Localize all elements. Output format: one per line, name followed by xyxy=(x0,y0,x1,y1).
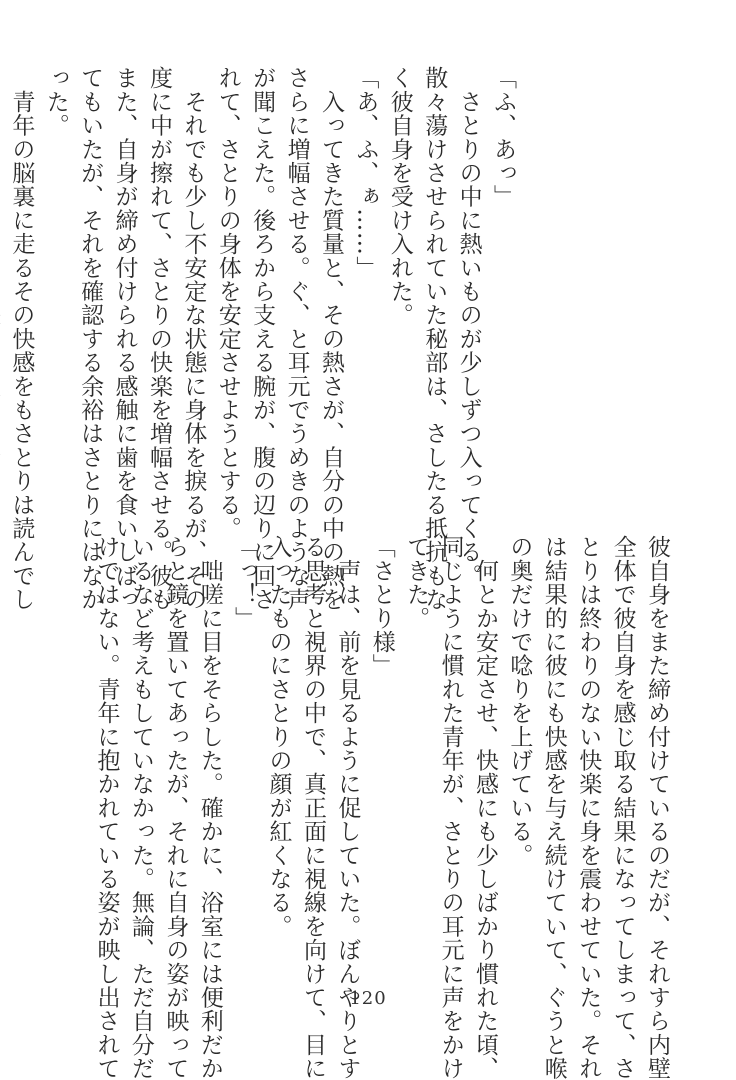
text-line: 青年の脳裏に走るその快感をもさとりは読んでし xyxy=(8,66,35,612)
text-line: らと鏡を置いてあったが、それに自身の姿が映って xyxy=(162,535,189,1080)
text-line: が聞こえた。後ろから支える腕が、腹の辺りに回さ xyxy=(249,66,276,612)
text-line: 同じように慣れた青年が、さとりの耳元に声をかけ xyxy=(437,535,464,1080)
text-line: いるなど考えもしていなかった。無論、ただ自分だ xyxy=(127,535,154,1080)
text-line: とりは終わりのない快楽に身を震わせていた。それ xyxy=(575,535,602,1080)
page-number: 120 xyxy=(349,988,387,1009)
text-line: 「っ！」 xyxy=(231,535,258,630)
text-line: の奥だけで唸りを上げている。 xyxy=(506,535,533,867)
text-line: 散々蕩けさせられていた秘部は、さしたる抵抗もな xyxy=(421,66,448,612)
text-line: さとりの中に熱いものが少しずつ入ってくる。 xyxy=(455,66,482,588)
text-line xyxy=(0,66,4,506)
text-line: てもいたが、それを確認する余裕はさとりにはなか xyxy=(77,66,104,612)
text-line: けではない。青年に抱かれている姿が映し出されて xyxy=(93,535,120,1080)
text-line: 全体で彼自身を感じ取る結果になってしまって、さ xyxy=(609,535,636,1080)
text-line: 何とか安定させ、快感にも少しばかり慣れた頃、 xyxy=(471,535,498,1080)
text-line: った。 xyxy=(42,66,69,138)
text-line: また、自身が締め付けられる感触に歯を食いしばっ xyxy=(111,66,138,612)
text-line: 声は、前を見るように促していた。ぼんやりとす xyxy=(334,535,361,1080)
text-line: る思考と視界の中で、真正面に視線を向けて、目に xyxy=(299,535,326,1080)
text-line: く彼自身を受け入れた。 xyxy=(386,66,413,327)
text-line: 度に中が擦れて、さとりの快楽を増幅させる。彼も xyxy=(145,66,172,612)
text-line: 咄嗟に目をそらした。確かに、浴室には便利だか xyxy=(196,535,223,1080)
text-line: それでも少し不安定な状態に身体を捩るが、その xyxy=(180,66,207,612)
text-line: 「さとり様」 xyxy=(368,535,395,678)
text-line: 「ふ、あっ」 xyxy=(490,66,516,209)
text-line: 「あ、ふ、ぁ……」 xyxy=(352,66,379,280)
text-line: てきた。 xyxy=(403,535,430,630)
text-line: 入ったものにさとりの顔が紅くなる。 xyxy=(265,535,292,938)
text-line: は結果的に彼にも快感を与え続けていて、ぐうと喉 xyxy=(540,535,567,1080)
text-line: 彼自身をまた締め付けているのだが、それすら内壁 xyxy=(644,535,670,1080)
text-line: 入ってきた質量と、その熱さが、自分の中の熱を xyxy=(317,66,344,612)
text-line: さらに増幅させる。ぐ、と耳元でうめきのような声 xyxy=(283,66,310,612)
text-line: れて、さとりの身体を安定させようとする。 xyxy=(214,66,241,540)
